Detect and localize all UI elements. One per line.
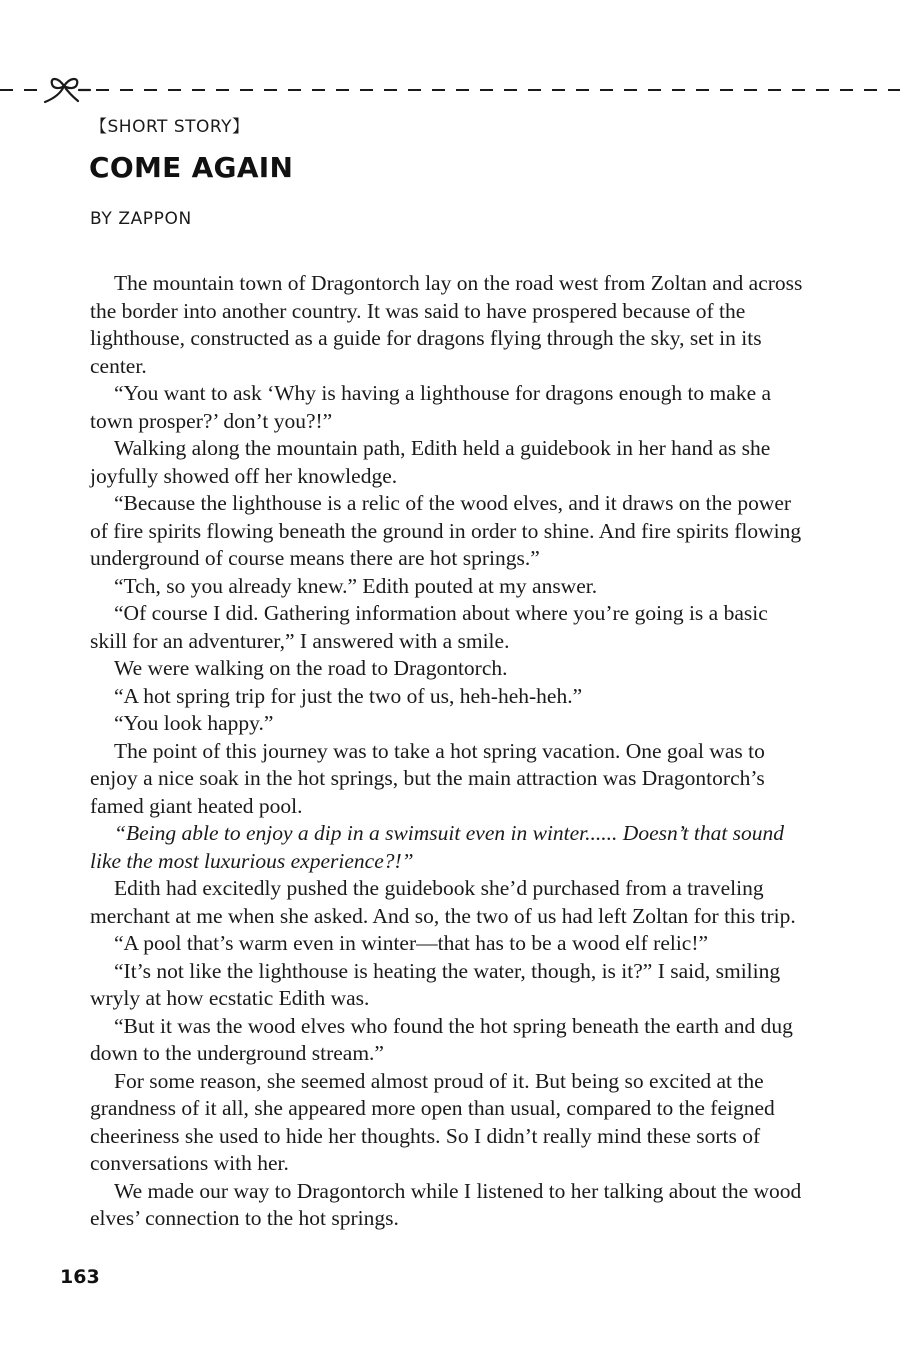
story-category-label: 【SHORT STORY】: [90, 117, 250, 137]
paragraph: “A hot spring trip for just the two of us, heh-heh-heh.”: [114, 683, 583, 708]
paragraph: We were walking on the road to Dragontorch.: [114, 656, 508, 680]
dashed-divider: [0, 68, 900, 112]
paragraph: “Tch, so you already knew.” Edith pouted at my answer.: [114, 573, 598, 598]
paragraph: “A pool that’s warm even in winter—that has to be a wood elf relic!”: [114, 931, 709, 955]
paragraph: Walking along the mountain path, Edith held a guidebook in her hand as she joyfully showed off her knowledge.: [90, 436, 771, 488]
paragraph: The point of this journey was to take a hot spring vacation. One goal was to enjoy a nice soak in the hot springs, but the main attraction was Dragontorch’s famed giant heated pool.: [90, 738, 765, 818]
paragraph: We made our way to Dragontorch while I listened to her talking about the wood elves’ connection to the hot springs.: [90, 1178, 802, 1230]
paragraph: “Of course I did. Gathering information about where you’re going is a basic skill for an adventurer,” I answered with a smile.: [90, 601, 768, 653]
paragraph: “Because the lighthouse is a relic of the wood elves, and it draws on the power of fire spirits flowing beneath the ground in order to shine. And fire spirits flowing underground of course means there are hot springs.”: [90, 491, 802, 570]
paragraph: “You look happy.”: [114, 711, 274, 735]
page-number: 163: [60, 1266, 100, 1288]
paragraph: “But it was the wood elves who found the hot spring beneath the earth and dug down to the underground stream.”: [90, 1013, 793, 1065]
paragraph: The mountain town of Dragontorch lay on the road west from Zoltan and across the border into another country. It was said to have prospered because of the lighthouse, constructed as a guide for dragons flying through the sky, set in its center.: [90, 271, 803, 378]
paragraph: “You want to ask ‘Why is having a lighthouse for dragons enough to make a town prosper?’ don’t you?!”: [90, 381, 772, 433]
paragraph: For some reason, she seemed almost proud of it. But being so excited at the grandness of it all, she appeared more open than usual, compared to the feigned cheeriness she used to hide her thoughts. So I didn’t really mind these sorts of conversations with her.: [90, 1068, 775, 1175]
paragraph: Edith had excitedly pushed the guidebook she’d purchased from a traveling merchant at me when she asked. And so, the two of us had left Zoltan for this trip.: [90, 876, 796, 928]
divider-graphic: [0, 68, 900, 112]
paragraph: “It’s not like the lighthouse is heating the water, though, is it?” I said, smiling wryly at how ecstatic Edith was.: [90, 958, 781, 1010]
story-body: [90, 270, 808, 1233]
story-byline: BY ZAPPON: [90, 209, 192, 229]
paragraph-italic: “Being able to enjoy a dip in a swimsuit even in winter...... Doesn’t that sound like the most luxurious experience?!”: [90, 821, 785, 873]
story-title: COME AGAIN: [89, 151, 294, 184]
